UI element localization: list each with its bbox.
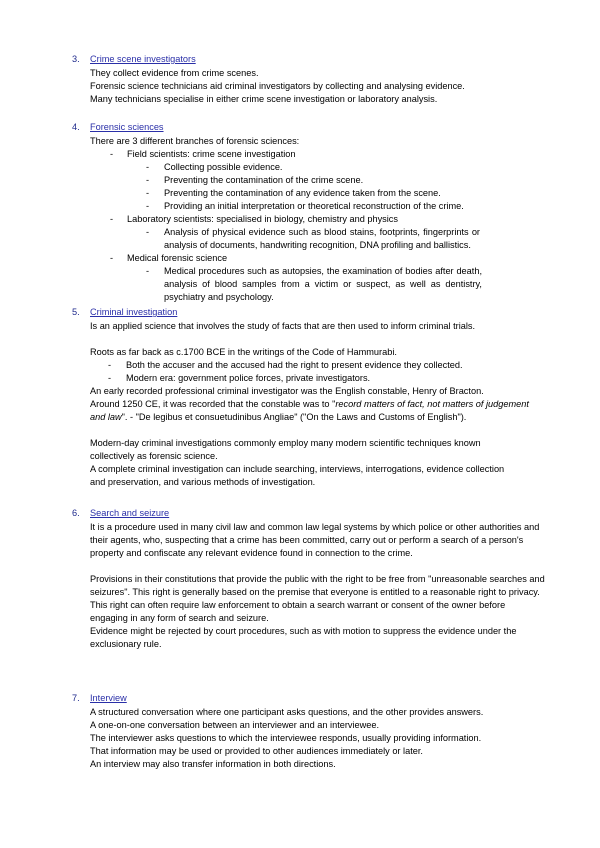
text-line: Forensic science technicians aid criminal investigators by collecting and analysing evidence.: [90, 81, 465, 91]
sub-item: - Collecting possible evidence.: [90, 161, 552, 174]
sub-item: - Providing an initial interpretation or theoretical reconstruction of the crime.: [90, 200, 552, 213]
text-line: Roots as far back as c.1700 BCE in the writings of the Code of Hammurabi.: [90, 347, 397, 357]
quote-paragraph: [90, 398, 530, 424]
branch-item: - Laboratory scientists: specialised in biology, chemistry and physics: [90, 213, 552, 226]
section-body: [90, 320, 552, 489]
paragraph: Provisions in their constitutions that provide the public with the right to be free from "unreasonable searches and seizures". This right is generally based on the premise that everyone is entitled to a reasonable right to privacy.: [90, 574, 545, 597]
dash-item: - Modern era: government police forces, private investigators.: [90, 372, 552, 385]
text-line: Is an applied science that involves the study of facts that are then used to inform criminal trials.: [90, 321, 476, 331]
text-line: A structured conversation where one participant asks questions, and the other provides answers.: [90, 707, 484, 717]
paragraph: A complete criminal investigation can include searching, interviews, interrogations, evidence collection and preservation, and various methods of investigation.: [90, 464, 505, 487]
section-title-link[interactable]: Search and seizure: [90, 508, 170, 518]
quote-italic: record matters of fact, not matters of judgement and law: [90, 399, 529, 422]
dash-item: - Both the accuser and the accused had the right to present evidence they collected.: [90, 359, 552, 372]
section-number: 4.: [72, 122, 80, 132]
sub-item: - Analysis of physical evidence such as blood stains, footprints, fingerprints or analysis of documents, handwriting recognition, DNA profiling and ballistics.: [90, 226, 480, 252]
branch-item: - Field scientists: crime scene investigation: [90, 148, 552, 161]
text-line: A one-on-one conversation between an interviewer and an interviewee.: [90, 720, 380, 730]
section-title-link[interactable]: Interview: [90, 693, 127, 703]
section-body: [90, 135, 552, 304]
section-title-link[interactable]: Crime scene investigators: [90, 54, 196, 64]
sub-item: - Preventing the contamination of the crime scene.: [90, 174, 552, 187]
section-number: 5.: [72, 307, 80, 317]
paragraph: It is a procedure used in many civil law and common law legal systems by which police or other authorities and their agents, who, suspecting that a crime has been committed, carry out or perform a search of a person's property and confiscate any relevant evidence found in connection to the crime.: [90, 522, 540, 558]
paragraph: This right can often require law enforcement to obtain a search warrant or consent of the owner before engaging in any form of search and seizure.: [90, 600, 506, 623]
section-title-link[interactable]: Forensic sciences: [90, 122, 164, 132]
section-number: 7.: [72, 693, 80, 703]
paragraph: Modern-day criminal investigations commonly employ many modern scientific techniques known collectively as forensic science.: [90, 438, 481, 461]
text-line: Many technicians specialise in either crime scene investigation or laboratory analysis.: [90, 94, 438, 104]
text-line: That information may be used or provided to other audiences immediately or later.: [90, 746, 423, 756]
branch-item: - Medical forensic science: [90, 252, 552, 265]
text-line: The interviewer asks questions to which the interviewee responds, usually providing information.: [90, 733, 482, 743]
section-body: [90, 67, 552, 106]
paragraph: Evidence might be rejected by court procedures, such as with motion to suppress the evidence under the exclusionary rule.: [90, 626, 517, 649]
section-number: 6.: [72, 508, 80, 518]
text-line: An interview may also transfer information in both directions.: [90, 759, 336, 769]
quote-text: ". - "De legibus et consuetudinibus Angliae" ("On the Laws and Customs of English").: [121, 412, 467, 422]
text-line: They collect evidence from crime scenes.: [90, 68, 259, 78]
quote-text: Around 1250 CE, it was recorded that the constable was to ": [90, 399, 336, 409]
section-body: [90, 521, 552, 651]
section-body: [90, 706, 552, 771]
intro-text: There are 3 different branches of forensic sciences:: [90, 136, 300, 146]
sub-item: - Preventing the contamination of any evidence taken from the scene.: [90, 187, 552, 200]
text-line: An early recorded professional criminal investigator was the English constable, Henry of Bracton.: [90, 386, 484, 396]
section-number: 3.: [72, 54, 80, 64]
section-title-link[interactable]: Criminal investigation: [90, 307, 178, 317]
sub-item: - Medical procedures such as autopsies, the examination of bodies after death, analysis of blood samples from a victim or suspect, as well as dentistry, psychiatry and psychology.: [90, 265, 482, 304]
